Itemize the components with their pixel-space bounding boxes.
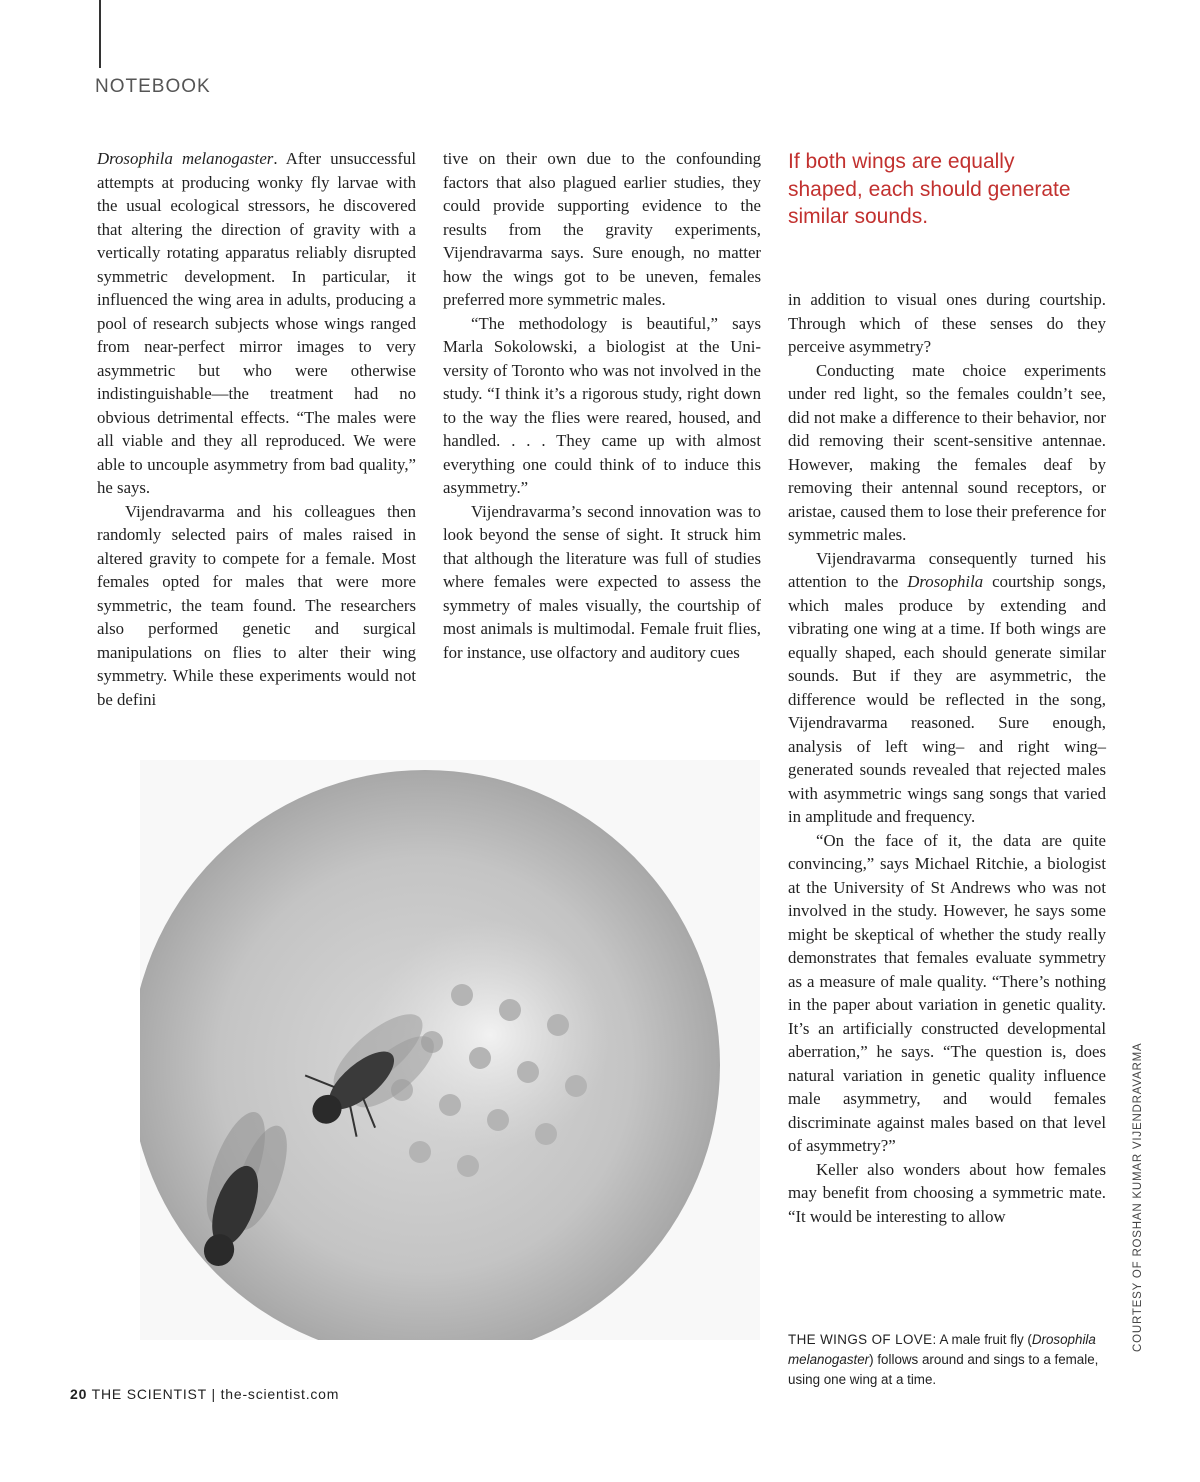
caption-species: Drosophila melanogaster [788,1332,1096,1367]
species-name: Drosophila melanogaster [97,149,274,168]
paragraph: Vijendravarma’s second innovation was to look beyond the sense of sight. It struck him that although the literature was full of studies where females were expected to assess the symmetry of males visually, the courtship of most animals is multimodal. Female fruit flies, for instance, use olfactory and auditory cues [443,501,761,662]
paragraph: Conducting mate choice experiments under red light, so the females couldn’t see, did not make a difference to their behavior, nor did removing their scent-sensitive antennae. However, making the females deaf by removing their antennal sound receptors, or aristae, caused them to lose their preference for symmetric males. [788,360,1106,544]
paragraph [788,547,1106,829]
paragraph: “On the face of it, the data are quite convincing,” says Michael Ritchie, a biologist at the University of St Andrews who was not involved in the study. However, he says some might be skeptical of whether the study really demonstrates that females evaluate symmetry as a measure of male quality. “There’s nothing in the paper about variation in genetic quality. It’s an artificially constructed developmental aberration,” he says. “The question is, does natural variation in genetic quality influence male asymmetry, and would females discriminate against males based on that level of asymmetry?” [788,830,1106,1155]
paragraph: “The methodology is beautiful,” says Marla Sokolowski, a biologist at the University of Toronto who was not involved in the study. “I think it’s a rigorous study, right down to the way the flies were reared, housed, and handled. . . . They came up with almost everything one could think of to induce this asymmetry.” [443,313,761,497]
paragraph-text: . After unsuccessful attempts at producing wonky fly larvae with the usual ecological stressors, he discovered that altering the direction of gravity with a vertically rotating apparatus reliably disrupted symmetric development. In particular, it influenced the wing area in adults, producing a pool of research subjects whose wings ranged from near-perfect mirror images to very asymmetric but who were otherwise indistinguishable—the treatment had no obvious detrimental effects. “The males were all viable and they all reproduced. We were able to uncouple asymmetry from bad quality,” he says. [97,149,416,497]
caption-lead: THE WINGS OF LOVE: [788,1332,937,1347]
section-label: NOTEBOOK [95,76,211,97]
pull-quote: If both wings are equally shaped, each should generate similar sounds. [788,150,1071,228]
paragraph: tive on their own due to the confounding factors that also plagued earlier studies, they could provide supporting evidence to the results from the gravity experiments, Vijendravarma says. Sure enough, no matter how the wings got to be uneven, females preferred more symmetric males. [443,149,761,309]
photo-credit: COURTESY OF ROSHAN KUMAR VIJENDRAVARMA [1132,1042,1144,1352]
fruit-fly-photo [140,760,760,1340]
paragraph [97,147,416,500]
column-2 [443,147,761,664]
page-footer [70,1386,339,1402]
genus-name: Drosophila [907,572,984,591]
footer-text: THE SCIENTIST | the-scientist.com [87,1386,340,1402]
header-rule [99,0,101,68]
column-1 [97,147,416,711]
caption-text: A male fruit fly ( [936,1332,1032,1347]
paragraph: in addition to visual ones during courtship. Through which of these senses do they perceive asymmetry? [788,290,1106,356]
page-number: 20 [70,1386,88,1402]
paragraph-text: courtship songs, which males produce by extending and vibrating one wing at a time. If both wings are equally shaped, each should generate similar sounds. But if they are asymmetric, the difference would be reflected in the song, Vijendravarma reasoned. Sure enough, analysis of left wing– and right wing–generated sounds revealed that rejected males with asymmetric wings sang songs that varied in amplitude and frequency. [788,572,1107,826]
caption-text: ) follows around and sings to a female, using one wing at a time. [788,1352,1099,1387]
paragraph: Keller also wonders about how females may benefit from choosing a symmetric mate. “It would be interesting to allow [788,1159,1106,1226]
paragraph-text: Vijendravarma consequently turned his attention to the [788,548,1106,591]
paragraph: Vijendravarma and his colleagues then randomly selected pairs of males raised in altered gravity to compete for a female. Most females opted for males that were more symmetric, the team found. The researchers also performed genetic and surgical manipulations on flies to alter their wing symmetry. While these experiments would not be defini [97,501,416,709]
column-3 [788,288,1106,1228]
photo-caption [788,1330,1108,1390]
